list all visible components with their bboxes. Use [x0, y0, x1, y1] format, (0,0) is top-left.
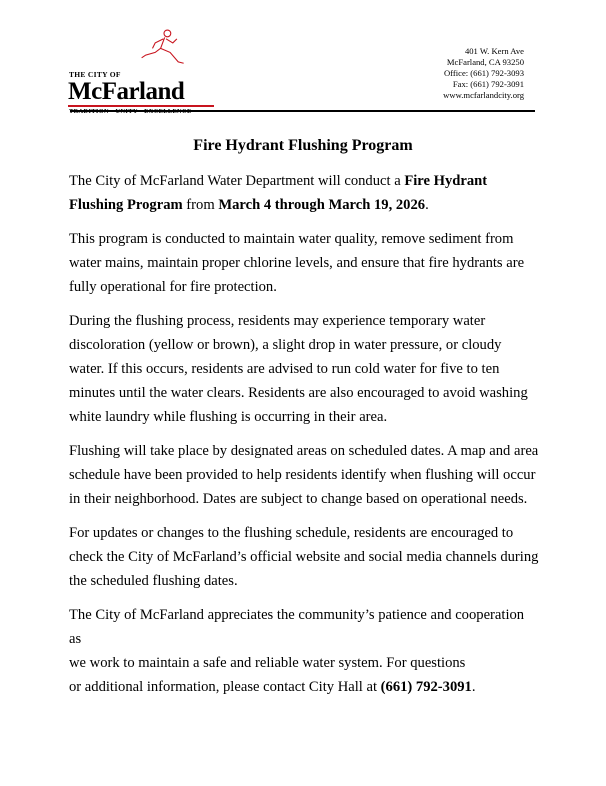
runner-icon [129, 28, 199, 70]
program-name: Fire Hydrant Flushing Program [69, 173, 488, 213]
text: . [425, 197, 429, 213]
schedule-paragraph: Flushing will take place by designated areas on scheduled dates. A map and area schedule have been provided to help residents identify when flushing will occur in their neighborhood. Dates are subject to change based on operational needs. [69, 443, 539, 507]
street-address: 401 W. Kern Ave [464, 46, 524, 56]
header-rule [70, 110, 535, 112]
effects-paragraph: During the flushing process, residents may experience temporary water discoloration (yellow or brown), a slight drop in water pressure, or cloudy water. If this occurs, residents are advised to run cold water for five to ten minutes until the water clears. Residents are also encouraged to avoid washing white laundry while flushing is occurring in their area. [69, 313, 528, 425]
fax-number: Fax: (661) 792-3091 [452, 79, 524, 89]
logo-divider [68, 105, 214, 107]
contact-paragraph [69, 603, 539, 699]
city-hall-phone: (661) 792-3091 [380, 679, 472, 695]
updates-paragraph: For updates or changes to the flushing schedule, residents are encouraged to check the City of McFarland’s official website and social media channels during the scheduled flushing dates. [69, 525, 539, 589]
text: . [471, 679, 476, 695]
document-body [69, 169, 539, 709]
website-link[interactable]: www.mcfarlandcity.org [443, 90, 524, 100]
text: The City of McFarland Water Department will conduct a [69, 173, 405, 189]
purpose-paragraph: This program is conducted to maintain water quality, remove sediment from water mains, maintain proper chlorine levels, and ensure that fire hydrants are fully operational for fire protection. [69, 231, 525, 295]
address-block [443, 46, 524, 101]
logo-top-text: THE CITY OF [69, 70, 121, 79]
text: or additional information, please contact City Hall at [69, 679, 381, 695]
logo-name: McFarland [68, 78, 185, 105]
city-logo [67, 28, 217, 108]
program-dates: March 4 through March 19, 2026 [218, 197, 426, 213]
page-title: Fire Hydrant Flushing Program [193, 137, 413, 154]
intro-paragraph [69, 169, 539, 217]
city-state-zip: McFarland, CA 93250 [446, 57, 524, 67]
text: we work to maintain a safe and reliable water system. For questions [69, 655, 466, 671]
text: from [182, 197, 219, 213]
text: The City of McFarland appreciates the community’s patience and cooperation as [69, 607, 525, 647]
office-phone: Office: (661) 792-3093 [443, 68, 524, 78]
